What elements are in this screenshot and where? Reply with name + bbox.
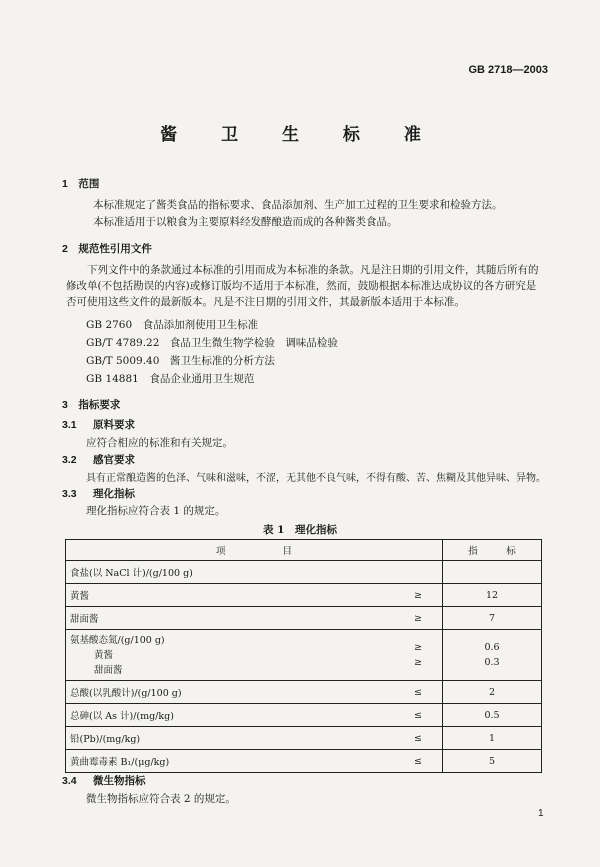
table-row — [66, 704, 542, 727]
row-operator: ≤ — [394, 704, 443, 727]
row-value: 1 — [443, 727, 542, 750]
row-value — [443, 630, 542, 681]
table-row — [66, 584, 542, 607]
table-row — [66, 727, 542, 750]
section-3-4-text: 微生物指标应符合表 2 的规定。 — [86, 793, 236, 805]
section-3-3-text: 理化指标应符合表 1 的规定。 — [86, 505, 226, 517]
section-3-heading: 3 指标要求 — [62, 399, 121, 411]
table-1 — [65, 539, 542, 773]
page-title: 酱 卫 生 标 准 — [160, 125, 440, 145]
row-operator: ≤ — [394, 750, 443, 773]
row-value-sub: 0.3 — [484, 657, 500, 668]
row-value: 12 — [443, 584, 542, 607]
reference-item: GB/T 4789.22 食品卫生微生物学检验 调味品检验 — [86, 337, 338, 349]
row-value: 0.5 — [443, 704, 542, 727]
row-item-label: 氨基酸态氮/(g/100 g) — [70, 634, 165, 646]
row-value — [443, 561, 542, 584]
row-value: 7 — [443, 607, 542, 630]
section-3-3-number: 3.3 — [62, 488, 77, 500]
row-item: 食盐(以 NaCl 计)/(g/100 g) — [66, 561, 395, 584]
section-1-para-1: 本标准规定了酱类食品的指标要求、食品添加剂、生产加工过程的卫生要求和检验方法。 — [93, 199, 503, 211]
section-3-1-title: 原料要求 — [93, 419, 135, 431]
row-operator: ≥ — [394, 584, 443, 607]
row-operator — [394, 630, 443, 681]
row-value: 2 — [443, 681, 542, 704]
row-operator-sub: ≥ — [414, 642, 422, 653]
table-row — [66, 681, 542, 704]
section-1-para-2: 本标准适用于以粮食为主要原料经发酵酿造而成的各种酱类食品。 — [93, 216, 398, 228]
section-3-2-number: 3.2 — [62, 454, 77, 466]
section-3-4-number: 3.4 — [62, 775, 77, 787]
section-3-1-number: 3.1 — [62, 419, 77, 431]
reference-item: GB/T 5009.40 酱卫生标准的分析方法 — [86, 355, 275, 367]
row-item: 黄酱 — [66, 584, 395, 607]
row-operator: ≥ — [394, 607, 443, 630]
section-3-2-text: 具有正常酿造酱的色泽、气味和滋味，不涩，无其他不良气味，不得有酸、苦、焦糊及其他异味、异物。 — [86, 473, 546, 484]
table-row — [66, 607, 542, 630]
table-row — [66, 561, 542, 584]
section-2-para: 下列文件中的条款通过本标准的引用而成为本标准的条款。凡是注日期的引用文件，其随后所有的修改单(不包括勘误的内容)或修订版均不适用于本标准，然而，鼓励根据本标准达成协议的各方研究是否可使用这些文件的最新版本。凡是不注日期的引用文件，其最新版本适用于本标准。 — [66, 264, 539, 308]
row-subitem: 黄酱 — [94, 649, 114, 661]
row-subitem: 甜面酱 — [94, 664, 123, 676]
row-operator — [394, 561, 443, 584]
row-item: 总酸(以乳酸计)/(g/100 g) — [66, 681, 395, 704]
row-item — [66, 630, 395, 681]
row-value-sub: 0.6 — [484, 642, 500, 653]
row-value: 5 — [443, 750, 542, 773]
row-operator: ≤ — [394, 727, 443, 750]
row-item: 甜面酱 — [66, 607, 395, 630]
row-item: 黄曲霉毒素 B₁/(μg/kg) — [66, 750, 395, 773]
table-1-caption: 表 1 理化指标 — [263, 524, 337, 536]
section-3-2-title: 感官要求 — [93, 454, 135, 466]
section-1-heading: 1 范围 — [62, 178, 100, 190]
section-2-heading: 2 规范性引用文件 — [62, 243, 152, 255]
page-number: 1 — [538, 808, 544, 819]
row-item: 铅(Pb)/(mg/kg) — [66, 727, 395, 750]
section-3-3-title: 理化指标 — [93, 488, 135, 500]
table-row — [66, 750, 542, 773]
reference-item: GB 2760 食品添加剂使用卫生标准 — [86, 319, 259, 331]
table-row — [66, 630, 542, 681]
reference-item: GB 14881 食品企业通用卫生规范 — [86, 373, 255, 385]
row-operator-sub: ≥ — [414, 657, 422, 668]
table-header-row — [66, 540, 542, 561]
column-header-value: 指 标 — [443, 540, 542, 561]
section-3-4-title: 微生物指标 — [93, 775, 146, 787]
standard-number: GB 2718—2003 — [468, 64, 548, 76]
row-operator: ≤ — [394, 681, 443, 704]
row-item: 总砷(以 As 计)/(mg/kg) — [66, 704, 395, 727]
column-header-item: 项 目 — [66, 540, 443, 561]
section-3-1-text: 应符合相应的标准和有关规定。 — [86, 437, 233, 449]
